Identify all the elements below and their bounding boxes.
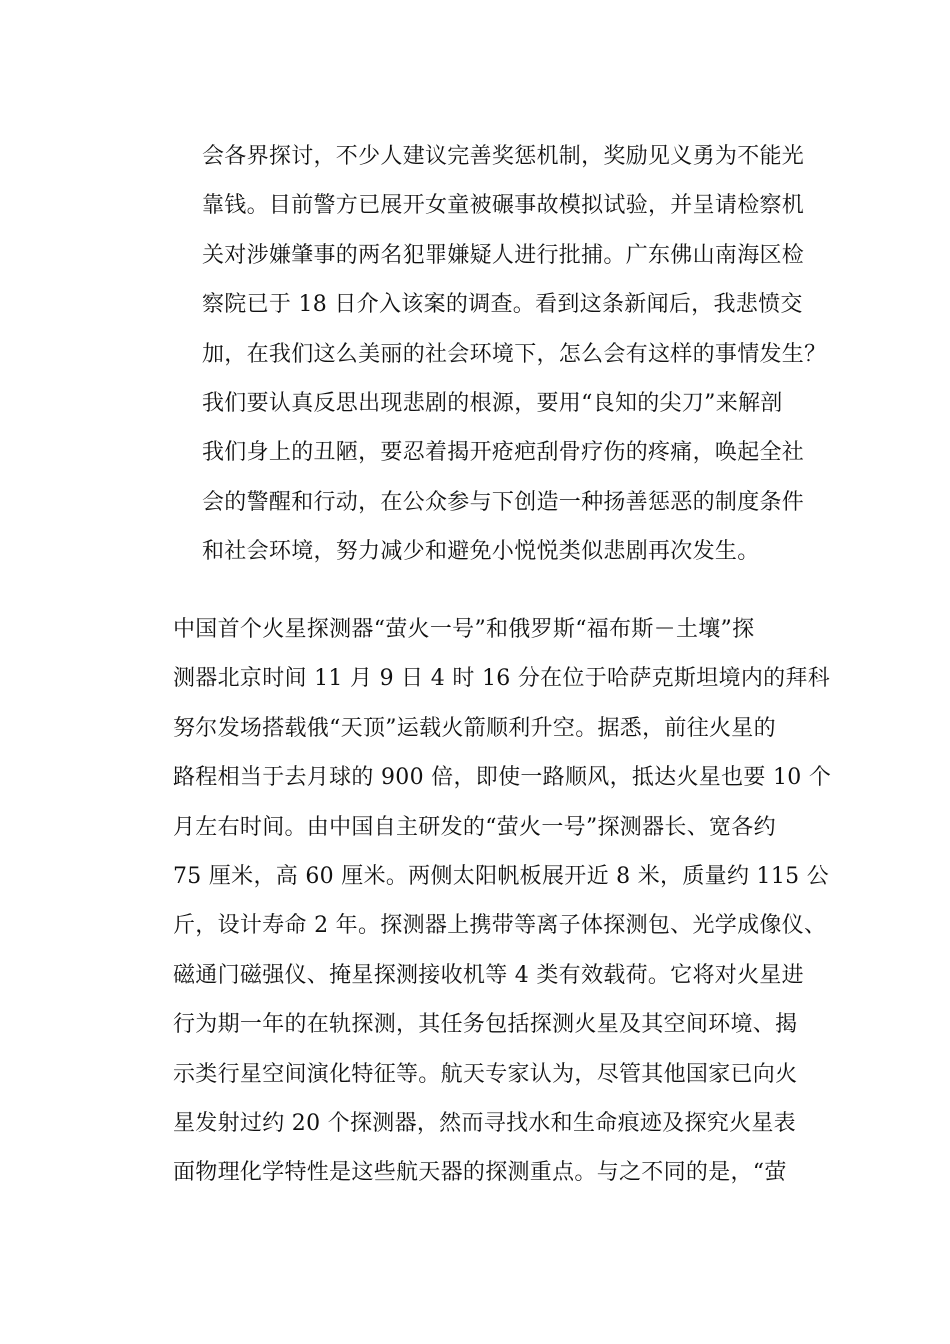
text-line: 察院已于 18 日介入该案的调查。看到这条新闻后，我悲愤交 — [202, 292, 803, 318]
text-line: 靠钱。目前警方已展开女童被碾事故模拟试验，并呈请检察机 — [202, 193, 805, 219]
text-line: 星发射过约 20 个探测器，然而寻找水和生命痕迹及探究火星表 — [173, 1110, 796, 1136]
text-line: 75 厘米，高 60 厘米。两侧太阳帆板展开近 8 米，质量约 115 公 — [173, 863, 830, 889]
text-line: 示类行星空间演化特征等。航天专家认为，尽管其他国家已向火 — [173, 1061, 798, 1087]
text-line: 路程相当于去月球的 900 倍，即使一路顺风，抵达火星也要 10 个 — [173, 765, 832, 791]
text-line: 努尔发场搭载俄“天顶”运载火箭顺利升空。据悉，前往火星的 — [173, 715, 776, 741]
text-line: 和社会环境，努力减少和避免小悦悦类似悲剧再次发生。 — [202, 539, 760, 565]
text-line: 会各界探讨，不少人建议完善奖惩机制，奖励见义勇为不能光 — [202, 144, 805, 169]
paragraph-mars-probe — [173, 605, 832, 1198]
text-line: 加，在我们这么美丽的社会环境下，怎么会有这样的事情发生？ — [202, 341, 827, 367]
text-line: 测器北京时间 11 月 9 日 4 时 16 分在位于哈萨克斯坦境内的拜科 — [173, 666, 831, 692]
text-line: 中国首个火星探测器“萤火一号”和俄罗斯“福布斯－土壤”探 — [173, 617, 755, 642]
text-line: 斤，设计寿命 2 年。探测器上携带等离子体探测包、光学成像仪、 — [173, 913, 827, 939]
text-line: 会的警醒和行动，在公众参与下创造一种扬善惩恶的制度条件 — [202, 489, 805, 515]
text-line: 磁通门磁强仪、掩星探测接收机等 4 类有效载荷。它将对火星进 — [173, 962, 804, 988]
text-line: 关对涉嫌肇事的两名犯罪嫌疑人进行批捕。广东佛山南海区检 — [202, 242, 805, 268]
text-line: 我们要认真反思出现悲剧的根源，要用“良知的尖刀”来解剖 — [202, 390, 783, 416]
text-line: 我们身上的丑陋，要忍着揭开疮疤刮骨疗伤的疼痛，唤起全社 — [202, 440, 805, 466]
text-line: 月左右时间。由中国自主研发的“萤火一号”探测器长、宽各约 — [173, 814, 776, 840]
paragraph-child-safety — [202, 132, 842, 577]
text-line: 行为期一年的在轨探测，其任务包括探测火星及其空间环境、揭 — [173, 1012, 798, 1038]
text-line: 面物理化学特性是这些航天器的探测重点。与之不同的是，“萤 — [173, 1160, 787, 1186]
